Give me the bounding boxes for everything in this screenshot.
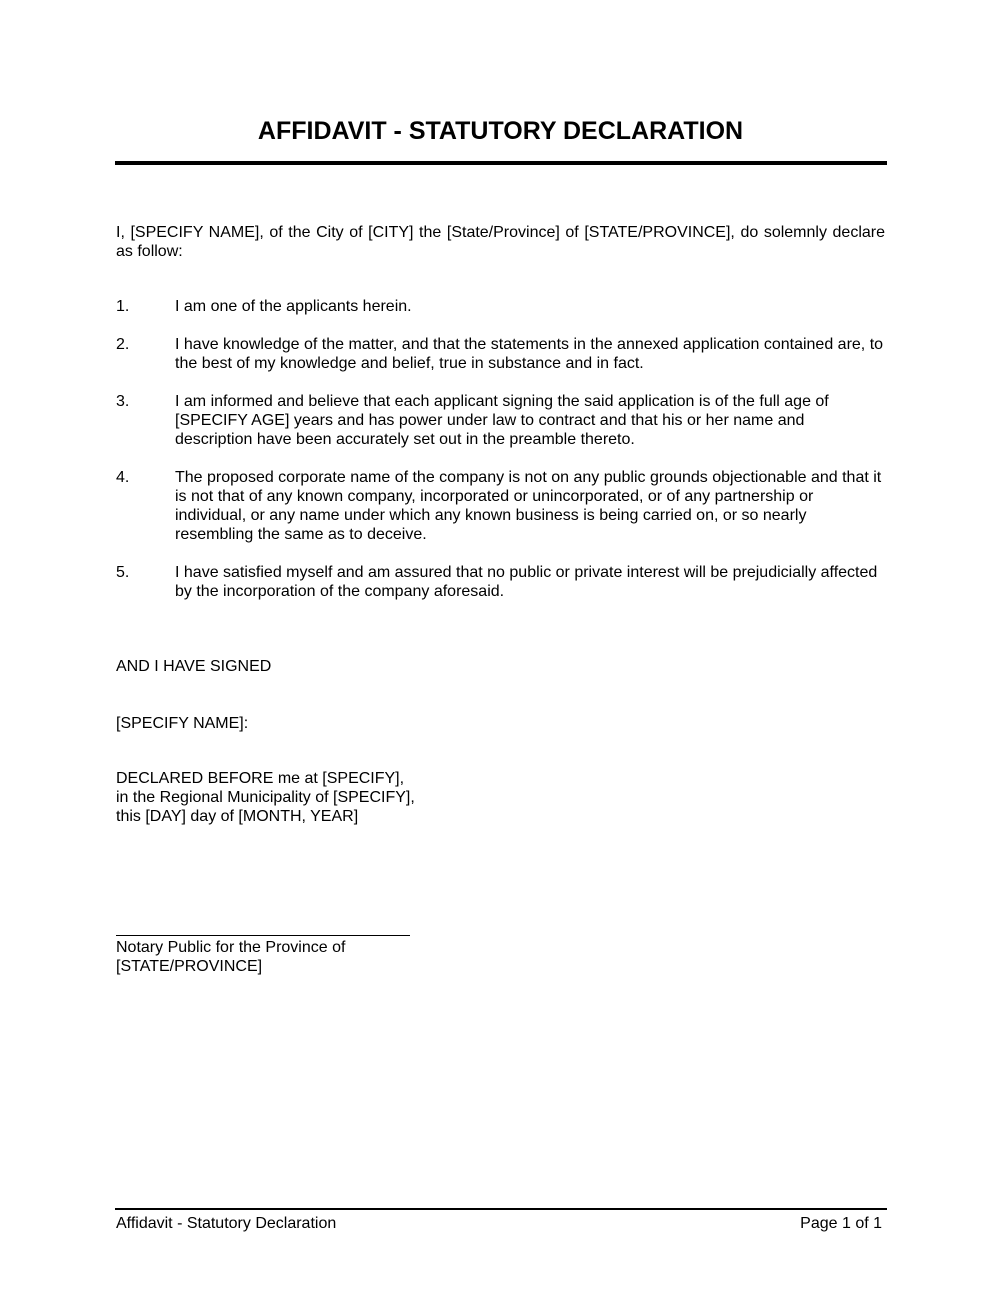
notary-line: Notary Public for the Province of [116,939,346,956]
list-item-number: 3. [116,393,130,410]
declared-line: DECLARED BEFORE me at [SPECIFY], [116,770,405,787]
list-item-number: 1. [116,298,130,315]
notary-line: [STATE/PROVINCE] [116,958,263,975]
title-divider [115,161,887,165]
list-item-text: I am one of the applicants herein. [175,298,412,315]
list-item-number: 4. [116,469,130,486]
footer-document-title: Affidavit - Statutory Declaration [116,1215,337,1232]
list-item-text: I have satisfied myself and am assured that no public or private interest will be prejudicially affected by the incorporation of the company aforesaid. [175,564,878,600]
list-item-text: I am informed and believe that each applicant signing the said application is of the full age of [SPECIFY AGE] years and has power under law to contract and that his or her name and description have been accurately set out in the preamble thereto. [175,393,829,448]
list-item-text: The proposed corporate name of the company is not on any public grounds objectionable and that it is not that of any known company, incorporated or unincorporated, or of any partnership or individual, or any name under which any known business is being carried on, or so nearly resembling the same as to deceive. [175,469,882,543]
list-item [116,392,885,449]
signed-statement: AND I HAVE SIGNED [116,658,272,675]
declaration-list [116,297,885,620]
signature-line [116,935,410,936]
document-title: AFFIDAVIT - STATUTORY DECLARATION [257,117,744,145]
signer-name-placeholder: [SPECIFY NAME]: [116,715,249,732]
footer-page-number: Page 1 of 1 [800,1215,882,1232]
list-item-number: 5. [116,564,130,581]
declaration-block [116,769,415,826]
declared-line: this [DAY] day of [MONTH, YEAR] [116,808,359,825]
list-item [116,335,885,373]
footer-divider [115,1208,887,1210]
notary-block [116,938,345,976]
intro-paragraph: I, [SPECIFY NAME], of the City of [CITY] the [State/Province] of [STATE/PROVINCE], do solemnly declare as follow: [116,224,885,260]
list-item [116,468,885,544]
declared-line: in the Regional Municipality of [SPECIFY], [116,789,415,806]
list-item-text: I have knowledge of the matter, and that the statements in the annexed application contained are, to the best of my knowledge and belief, true in substance and in fact. [175,336,884,372]
list-item [116,563,885,601]
list-item-number: 2. [116,336,130,353]
list-item [116,297,885,316]
